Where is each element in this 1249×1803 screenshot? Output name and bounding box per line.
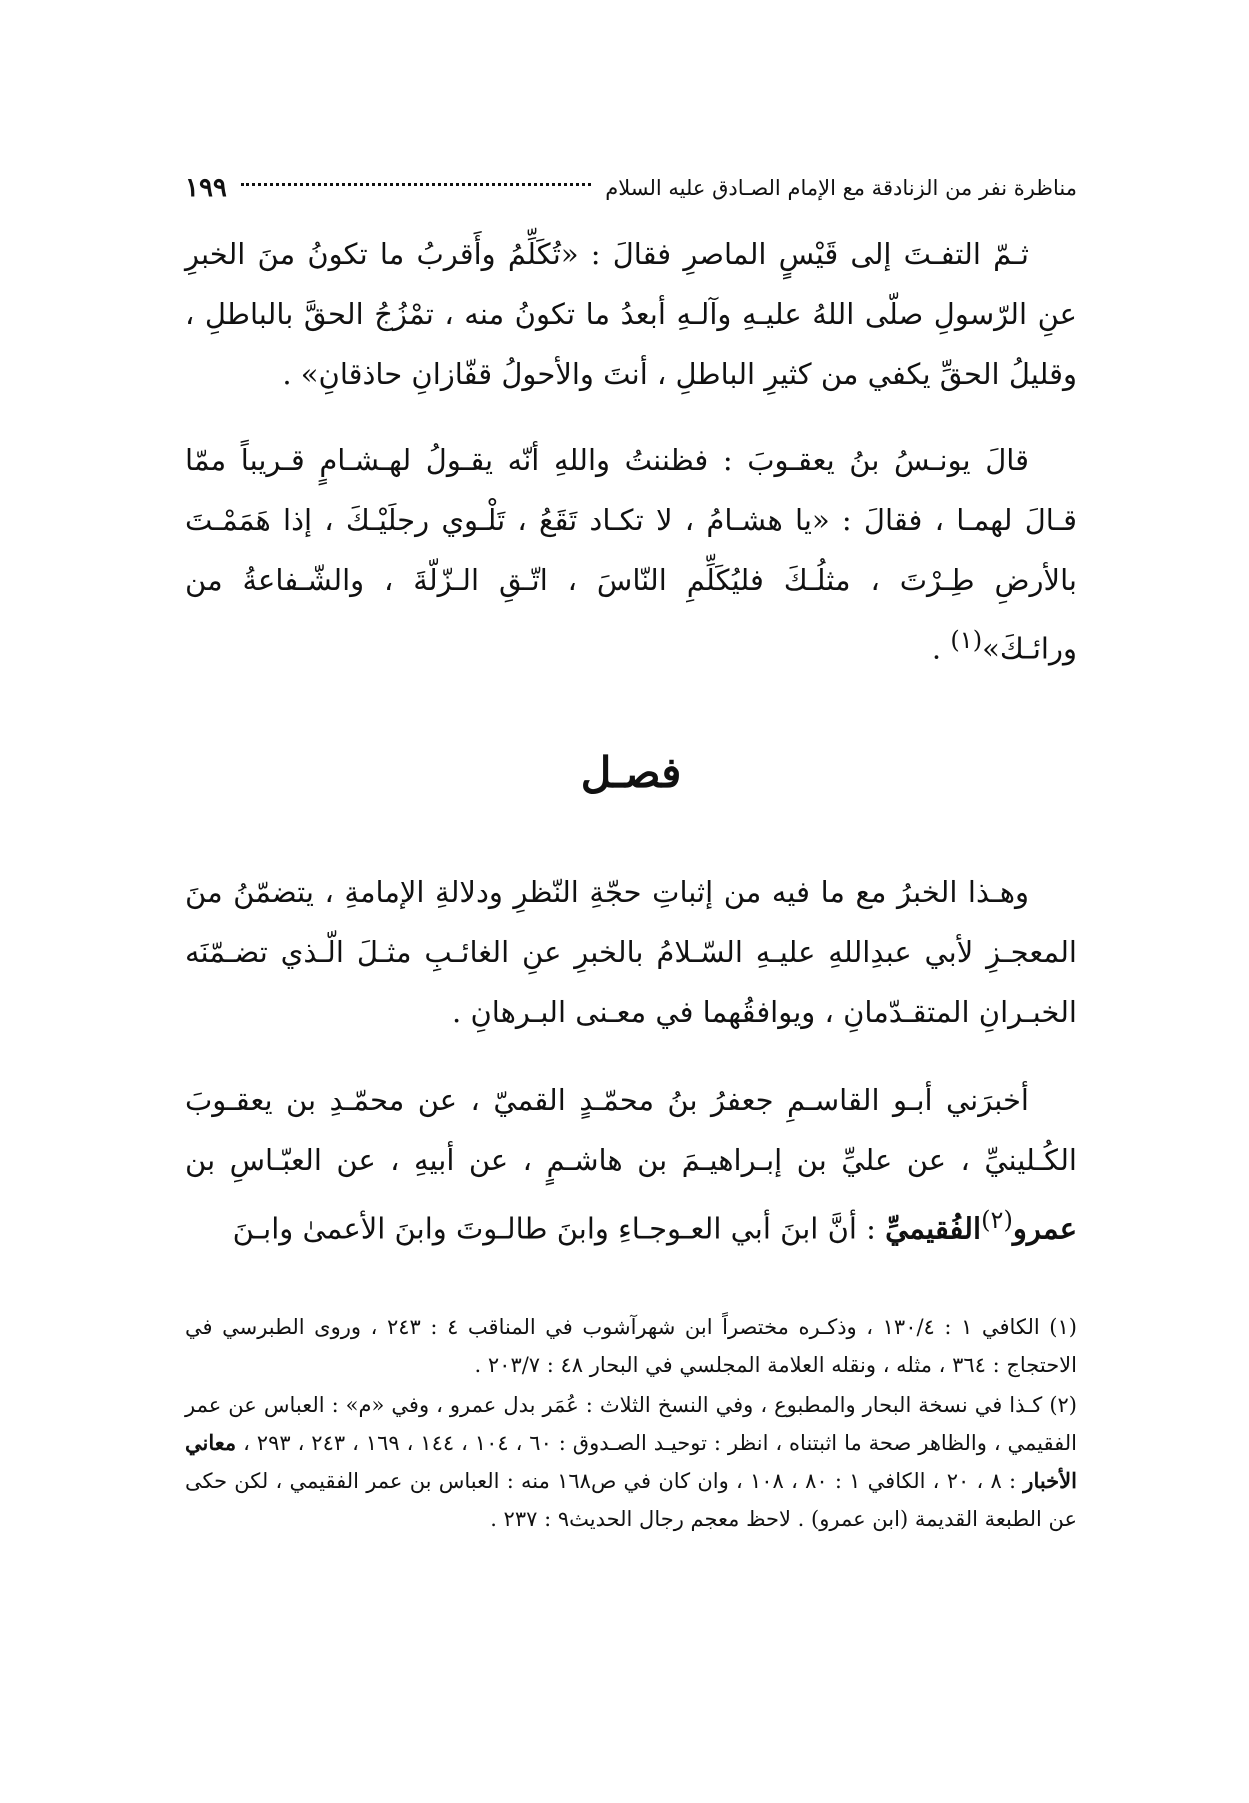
footnote-marker-1: (١)	[950, 626, 983, 654]
paragraph-1-text: ثـمّ التفـتَ إلى قَيْسٍ الماصرِ فقالَ : «تُكَلِّمُ وأَقربُ ما تكونُ منَ الخبرِ عنِ الرّسولِ صلّى اللهُ عليـهِ وآلـهِ أبعدُ ما تكونُ منه ، تمْزُجُ الحقَّ بالباطلِ ، وقليلُ الحقِّ يكفي من كثيرِ الباطلِ ، أنتَ والأحولُ قفّازانِ حاذقانِ» .	[185, 237, 1077, 391]
paragraph-1	[185, 224, 1077, 404]
footnote-2-bold-title: معاني الأخبار	[185, 1430, 1077, 1493]
narrator-nisba-bold: الفُقيميِّ	[885, 1211, 982, 1246]
paragraph-2-body: قالَ يونـسُ بنُ يعقـوبَ : فظننتُ واللهِ أنّه يقـولُ لهـشـامٍ قـريباً ممّا قـالَ لهمـا ، فقالَ : «يا هشـامُ ، لا تكـاد تَقَعُ ، تَلْـوي رجلَيْـكَ ، إذا هَمَمْـتَ بالأرضِ طِـرْتَ ، مثلُـكَ فليُكَلِّمِ النّاسَ ، اتّـقِ الـزّلّةَ ، والشّـفاعةُ من ورائـكَ»	[185, 443, 1077, 666]
footnote-marker-2: (٢)	[981, 1206, 1013, 1234]
footnotes	[185, 1308, 1077, 1540]
footnote-2	[185, 1386, 1077, 1538]
paragraph-4	[185, 1070, 1077, 1259]
footnote-1: (١) الكافي ١ : ١٣٠/٤ ، وذكـره مختصراً ابن شهرآشوب في المناقب ٤ : ٢٤٣ ، وروى الطبرسي في الاحتجاج : ٣٦٤ ، مثله ، ونقله العلامة المجلسي في البحار ٤٨ : ٢٠٣/٧ .	[185, 1315, 1077, 1377]
footnote-2-part-b: : ٨ ، ٢٠ ، الكافي ١ : ٨٠ ، ١٠٨ ، وان كان في ص١٦٨ منه : العباس بن عمر الفقيمي ، لكن حكى عن الطبعة القديمة (ابن عمرو) . لاحظ معجم رجال الحديث٩ : ٢٣٧ .	[185, 1469, 1077, 1531]
footnote-2-part-a: (٢) كـذا في نسخة البحار والمطبوع ، وفي النسخ الثلاث : عُمَر بدل عمرو ، وفي «م» : العباس عن عمر الفقيمي ، والظاهر صحة ما اثبتناه ، انظر : توحيـد الصـدوق : ٦٠ ، ١٠٤ ، ١٤٤ ، ١٦٩ ، ٢٤٣ ، ٢٩٣ ،	[185, 1393, 1077, 1455]
running-title: مناظرة نفر من الزنادقة مع الإمام الصـادق عليه السلام	[605, 176, 1077, 200]
paragraph-2-text	[185, 430, 1077, 679]
section-heading: فصـل	[580, 748, 682, 797]
page-number: ١٩٩	[185, 173, 227, 203]
paragraph-2-end: .	[931, 631, 951, 666]
paragraph-4-part-b: : أنَّ ابنَ أبي العـوجـاءِ وابنَ طالـوتَ وابنَ الأعمىٰ وابـنَ	[232, 1211, 886, 1246]
paragraph-4-text	[185, 1070, 1077, 1259]
running-header	[185, 168, 1077, 208]
paragraph-3	[185, 862, 1077, 1042]
paragraph-2	[185, 430, 1077, 679]
narrator-name-bold: عمرو	[1012, 1211, 1077, 1246]
paragraph-4-part-a: أخبرَني أبـو القاسـمِ جعفرُ بنُ محمّـدٍ القميّ ، عن محمّـدِ بن يعقـوبَ الكُـلينيِّ ، عن عليِّ بن إبـراهيـمَ بن هاشـمٍ ، عن أبيهِ ، عن العبّـاسِ بن	[185, 1083, 1077, 1177]
leader-dots	[241, 183, 591, 186]
paragraph-3-text: وهـذا الخبرُ مع ما فيه من إثباتِ حجّةِ النّظرِ ودلالةِ الإمامةِ ، يتضمّنُ منَ المعجـزِ لأبي عبدِاللهِ عليـهِ السّـلامُ بالخبرِ عنِ الغائـبِ مثـلَ الّـذي تضـمّنَه الخبـرانِ المتقـدّمانِ ، ويوافقُهما في معـنى البـرهانِ .	[185, 875, 1077, 1029]
